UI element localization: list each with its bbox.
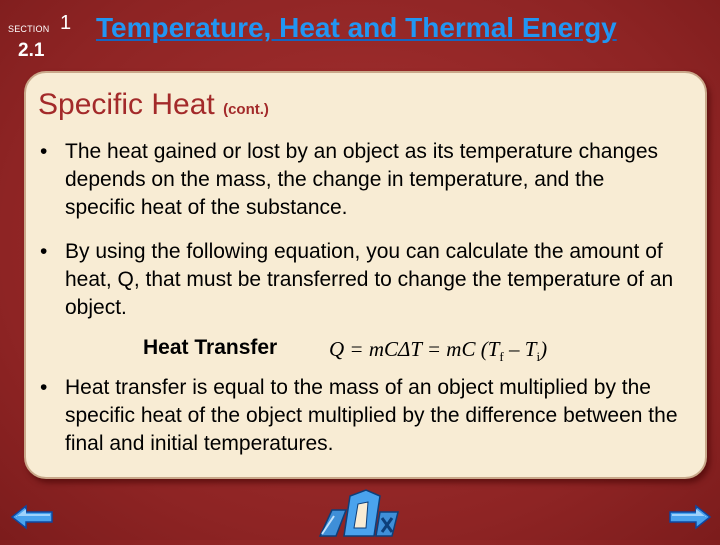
equation-label: Heat Transfer [143, 336, 278, 359]
equation-end: ) [540, 337, 548, 361]
bullet-marker: • [40, 140, 48, 163]
slide-heading [38, 88, 269, 122]
right-arrow-icon[interactable] [668, 504, 712, 535]
subsection-number: 2.1 [18, 40, 45, 61]
bullet-item [40, 238, 680, 322]
equation-sub-final: f [499, 349, 504, 365]
equation-sub-initial: i [536, 349, 541, 365]
left-arrow-icon[interactable] [10, 504, 54, 535]
bullet-item [40, 374, 680, 458]
bullet-item [40, 138, 680, 222]
heading-main: Specific Heat [38, 88, 215, 121]
equation-mid: – T [503, 337, 537, 361]
equation-main: Q = mCΔT = mC (T [329, 337, 500, 361]
navigation-bar [0, 494, 720, 540]
bullet-text: Heat transfer is equal to the mass of an object multiplied by the specific heat of the object multiplied by the difference between the final and initial temperatures. [65, 376, 678, 455]
section-number: 1 [60, 12, 72, 34]
section-label: SECTION [8, 24, 50, 34]
heat-transfer-equation [329, 337, 547, 365]
bullet-marker: • [40, 240, 48, 263]
slide-title: Temperature, Heat and Thermal Energy [96, 12, 617, 43]
heading-suffix: (cont.) [223, 101, 269, 118]
toolbox-icon[interactable] [288, 488, 428, 545]
bullet-text: The heat gained or lost by an object as its temperature changes depends on the mass, the change in temperature, and the specific heat of the substance. [65, 140, 659, 219]
bullet-text: By using the following equation, you can calculate the amount of heat, Q, that must be transferred to change the temperature of an object. [65, 240, 674, 319]
bullet-marker: • [40, 376, 48, 399]
